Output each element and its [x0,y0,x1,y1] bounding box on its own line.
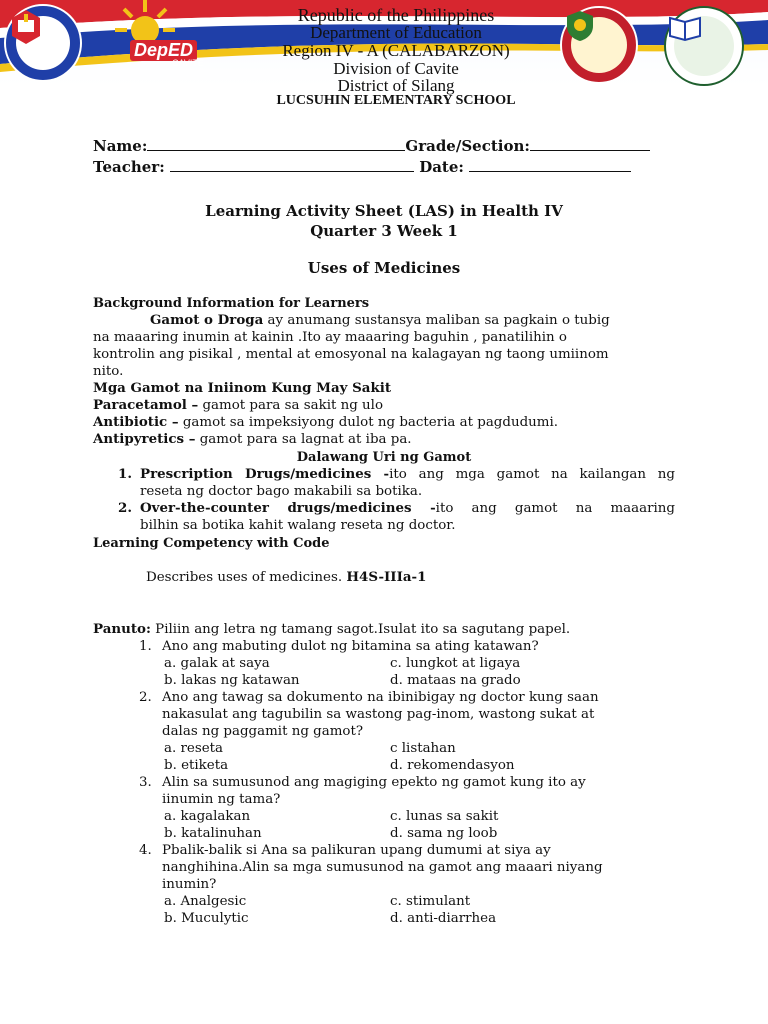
teacher-date-row [93,159,675,176]
types-heading: Dalawang Uri ng Gamot [296,450,472,465]
answer-choice[interactable]: d. anti-diarrhea [390,911,497,926]
header-district: District of Silang [337,76,455,95]
name-label: Name: [93,137,148,155]
question-text: Ano ang tawag sa dokumento na ibinibigay ng doctor kung saan [162,690,599,705]
medicine-item: Antipyretics – gamot para sa lagnat at iba pa. [93,431,412,447]
quarter-week: Quarter 3 Week 1 [310,222,458,240]
grade-section-field[interactable] [530,138,650,151]
answer-choice[interactable]: c listahan [390,741,456,756]
question-text: inumin? [162,877,217,892]
date-field[interactable] [469,159,631,172]
answer-choice[interactable]: b. lakas ng katawan [164,673,300,688]
medicine-item: Antibiotic – gamot sa impeksiyong dulot ng bacteria at pagdudumi. [93,414,558,430]
definition-line-2: na maaaring inumin at kainin .Ito ay maaaring baguhin , panatilihin o [93,330,567,345]
type-number: 1. [118,466,132,482]
type-item-line: bilhin sa botika kahit walang reseta ng doctor. [140,518,456,533]
teacher-field[interactable] [170,159,414,172]
question-number: 1. [139,639,152,654]
type-item-line: reseta ng doctor bago makabili sa botika. [140,484,423,499]
answer-choice[interactable]: b. etiketa [164,758,229,773]
definition-line-1: Gamot o Droga ay anumang sustansya maliban sa pagkain o tubig [150,312,610,328]
instructions: Panuto: Piliin ang letra ng tamang sagot.Isulat ito sa sagutang papel. [93,621,571,637]
answer-choice[interactable]: c. lunas sa sakit [390,809,499,824]
answer-choice[interactable]: b. Muculytic [164,911,249,926]
question-number: 3. [139,775,152,790]
deped-logo-subtext: CAVITE [172,58,204,68]
las-title: Learning Activity Sheet (LAS) in Health IV [205,202,563,220]
answer-choice[interactable]: d. mataas na grado [390,673,521,688]
name-grade-row [93,138,675,155]
answer-choice[interactable]: a. reseta [164,741,223,756]
question-text: dalas ng paggamit ng gamot? [162,724,364,739]
question-number: 2. [139,690,152,705]
question-text: Ano ang mabuting dulot ng bitamina sa ating katawan? [162,639,539,654]
answer-choice[interactable]: d. rekomendasyon [390,758,515,773]
type-item-line: Over-the-counter drugs/medicines -ito ang gamot na maaaring [140,500,675,516]
question-text: nanghihina.Alin sa mga sumusunod na gamot ang maaari niyang [162,860,603,875]
type-item-line: Prescription Drugs/medicines -ito ang mga gamot na kailangan ng [140,466,675,482]
competency-code: H4S-IIIa-1 [346,569,427,585]
background-heading: Background Information for Learners [93,296,370,311]
question-number: 4. [139,843,152,858]
definition-term: Gamot o Droga [150,312,264,328]
question-text: Alin sa sumusunod ang magiging epekto ng gamot kung ito ay [162,775,586,790]
medicines-subheading: Mga Gamot na Iniinom Kung May Sakit [93,380,392,396]
answer-choice[interactable]: a. kagalakan [164,809,251,824]
header-division: Division of Cavite [333,59,459,78]
school-name: LUCSUHIN ELEMENTARY SCHOOL [276,93,516,108]
answer-choice[interactable]: c. stimulant [390,894,471,909]
question-text: nakasulat ang tagubilin sa wastong pag-inom, wastong sukat at [162,707,595,722]
header-region: Region IV - A (CALABARZON) [282,41,510,60]
competency-text: Describes uses of medicines. H4S-IIIa-1 [146,569,427,585]
topic-title: Uses of Medicines [307,259,461,277]
definition-line-3: kontrolin ang pisikal , mental at emosyonal na kalagayan ng taong umiinom [93,347,609,362]
answer-choice[interactable]: a. Analgesic [164,894,247,909]
answer-choice[interactable]: d. sama ng loob [390,826,498,841]
instructions-label: Panuto: [93,621,151,637]
deped-logo-text: DepED [130,40,197,61]
name-field[interactable] [147,138,405,151]
question-text: iinumin ng tama? [162,792,281,807]
header-department: Department of Education [310,23,482,42]
date-label: Date: [419,158,464,176]
answer-choice[interactable]: a. galak at saya [164,656,270,671]
definition-line-4: nito. [93,364,124,379]
type-number: 2. [118,500,132,516]
header-republic: Republic of the Philippines [297,5,495,25]
grade-section-label: Grade/Section: [405,137,530,155]
answer-choice[interactable]: b. katalinuhan [164,826,262,841]
competency-heading: Learning Competency with Code [93,536,330,551]
medicine-item: Paracetamol – gamot para sa sakit ng ulo [93,397,384,413]
answer-choice[interactable]: c. lungkot at ligaya [390,656,521,671]
question-text: Pbalik-balik si Ana sa palikuran upang dumumi at siya ay [162,843,551,858]
teacher-label: Teacher: [93,158,165,176]
